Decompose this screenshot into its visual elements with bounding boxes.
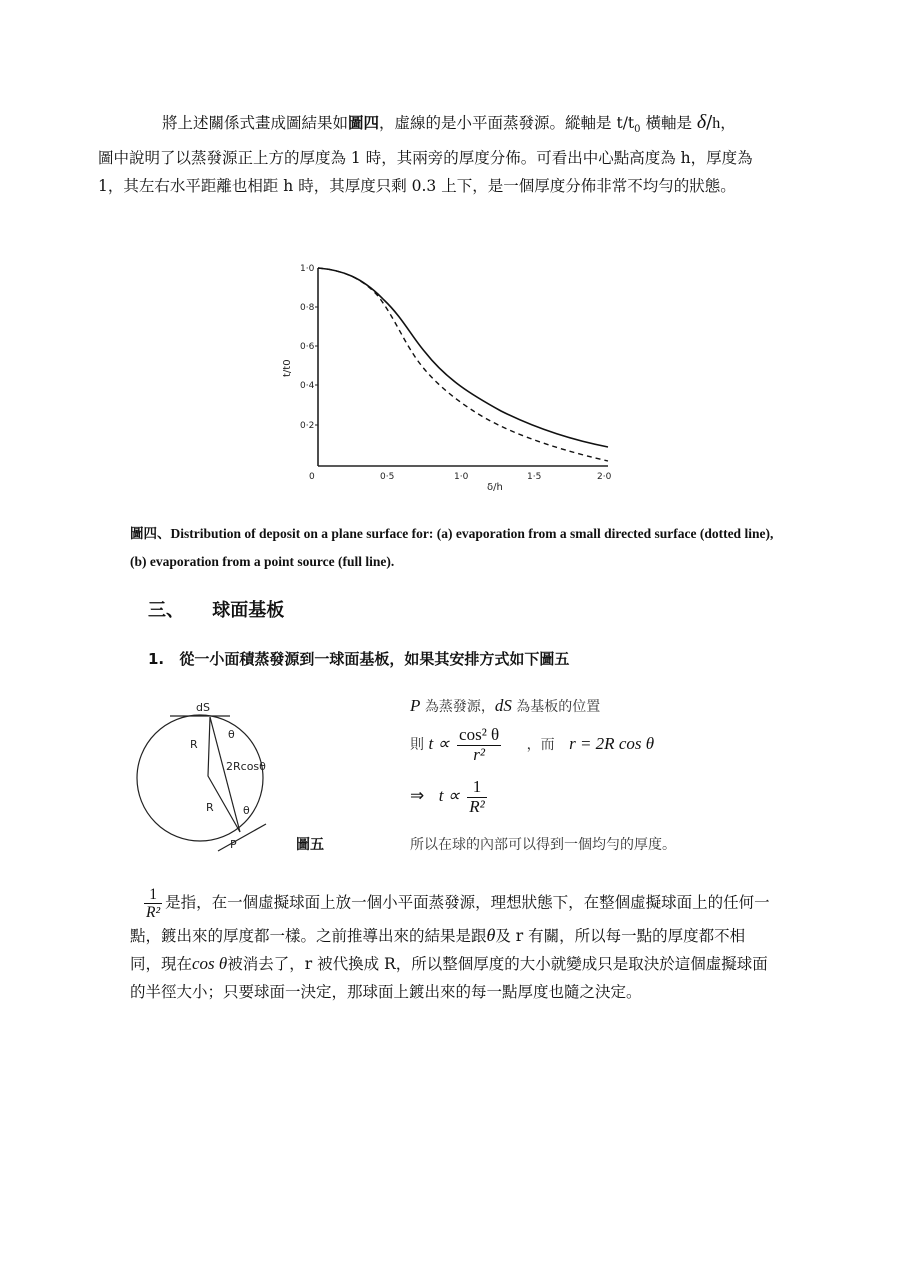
delta-symbol: δ xyxy=(696,111,707,133)
svg-text:0·8: 0·8 xyxy=(300,303,315,313)
text: 將上述關係式畫成圖結果如 xyxy=(162,114,349,132)
svg-text:1·0: 1·0 xyxy=(300,264,315,274)
theta-symbol: θ xyxy=(486,925,496,946)
text: ，而 xyxy=(526,737,555,754)
equation-line-3 xyxy=(410,778,490,816)
fraction-cos2-over-r2: $\frac{\text{cos² θ}}{\text{r²}}$ xyxy=(459,725,500,764)
x-axis-label: δ/h xyxy=(487,482,503,493)
svg-text:2·0: 2·0 xyxy=(597,472,612,482)
y-tick-labels xyxy=(300,264,315,431)
dashed-curve-small-surface xyxy=(318,268,608,461)
text: 圖中說明了以蒸發源正上方的厚度為 1 時，其兩旁的厚度分佈。可看出中心點高度為 h，厚度為 1，其左右水平距離也相距 h 時，其厚度只剩 0.3 上下，是一個厚度分佈非常不均勻的狀態。 xyxy=(98,149,753,196)
subsection-number: 1. xyxy=(148,650,165,668)
figure4-reference: 圖四 xyxy=(348,113,380,132)
fraction-1-over-R2: $\frac{1}{\text{R²}}$ xyxy=(469,777,485,816)
equation-line-2 xyxy=(410,726,654,764)
svg-text:0·5: 0·5 xyxy=(380,472,395,482)
caption-text: Distribution of deposit on a plane surface for: (a) evaporation from a small directed surface (dotted line), (b) evaporation from a point source (full line). xyxy=(130,526,774,569)
x-tick-labels xyxy=(309,472,612,482)
figure5-label: 圖五 xyxy=(296,837,324,853)
label-theta1: θ xyxy=(228,728,235,741)
text: 橫軸是 xyxy=(640,114,697,132)
label-R2: R xyxy=(206,801,214,814)
caption-label: 圖四、 xyxy=(130,526,171,541)
label-theta2: θ xyxy=(243,804,250,817)
text: 是指，在一個虛擬球面上放一個小平面蒸發源，理想狀態下，在整個虛擬球面上的任何一點，鍍出來的厚度都一樣。之前推導出來的結果是跟 xyxy=(130,893,770,946)
math: r = 2R cos θ xyxy=(569,734,655,754)
label-dS: dS xyxy=(196,701,210,714)
text: 為基板的位置 xyxy=(511,699,601,715)
h-symbol: h xyxy=(712,115,721,132)
implies-symbol: ⇒ xyxy=(410,786,425,806)
equation-line-4: 所以在球的內部可以得到一個均勻的厚度。 xyxy=(410,837,676,853)
svg-text:0: 0 xyxy=(309,472,315,482)
cos-theta: cos θ xyxy=(192,954,228,974)
subsection-heading xyxy=(148,648,569,669)
symbol-P: P xyxy=(410,696,421,715)
fraction-1-over-R2: $\frac{1}{\text{R²}}$ xyxy=(146,886,161,922)
text: 為蒸發源， xyxy=(420,699,495,715)
text: 則 xyxy=(410,737,424,754)
svg-text:0·2: 0·2 xyxy=(300,421,315,431)
section-heading xyxy=(148,596,284,622)
svg-text:1·0: 1·0 xyxy=(454,472,469,482)
y-axis-label: t/t0 xyxy=(282,359,293,377)
label-P: P xyxy=(230,838,237,851)
subsection-title: 從一小面積蒸發源到一球面基板，如果其安排方式如下圖五 xyxy=(179,650,570,668)
figure4-caption xyxy=(130,520,780,576)
intro-paragraph: 將上述關係式畫成圖結果如圖四，虛線的是小平面蒸發源。縱軸是 $t/t_0$ 橫軸是 δ/h， 圖中說明了以蒸發源正上方的厚度為 1 時，其兩旁的厚度分佈。可看出中心點高度為 h，厚度為 1，其左右水平距離也相距 h 時，其厚度只剩 0.3 上下，是一個厚度分佈非常不均勻的狀態。 xyxy=(130,108,775,200)
text: 及 r 有關，所以每一點的厚度都不相同，現在 xyxy=(130,927,746,974)
svg-text:0·6: 0·6 xyxy=(300,342,315,352)
figure5-diagram xyxy=(128,696,288,856)
equation-line-1 xyxy=(410,696,600,716)
label-chord: 2Rcosθ xyxy=(226,760,266,773)
section-title: 球面基板 xyxy=(212,600,285,621)
text: 被消去了，r 被代換成 R，所以整個厚度的大小就變成只是取決於這個虛擬球面的半徑大小；只要球面一決定，那球面上鍍出來的每一點厚度也隨之決定。 xyxy=(130,955,768,1002)
svg-text:1·5: 1·5 xyxy=(527,472,542,482)
text: ， xyxy=(720,114,736,132)
text: ，虛線的是小平面蒸發源。縱軸是 t/t xyxy=(379,114,635,132)
label-R1: R xyxy=(190,738,198,751)
explanation-paragraph xyxy=(130,886,775,1006)
figure4-chart xyxy=(272,252,632,502)
svg-text:0·4: 0·4 xyxy=(300,381,315,391)
math: t ∝ xyxy=(428,734,450,754)
math: t ∝ xyxy=(438,786,460,806)
symbol-dS: dS xyxy=(494,696,512,715)
solid-curve-point-source xyxy=(318,268,608,447)
section-number: 三、 xyxy=(148,600,184,621)
subscript: 0 xyxy=(634,124,641,136)
